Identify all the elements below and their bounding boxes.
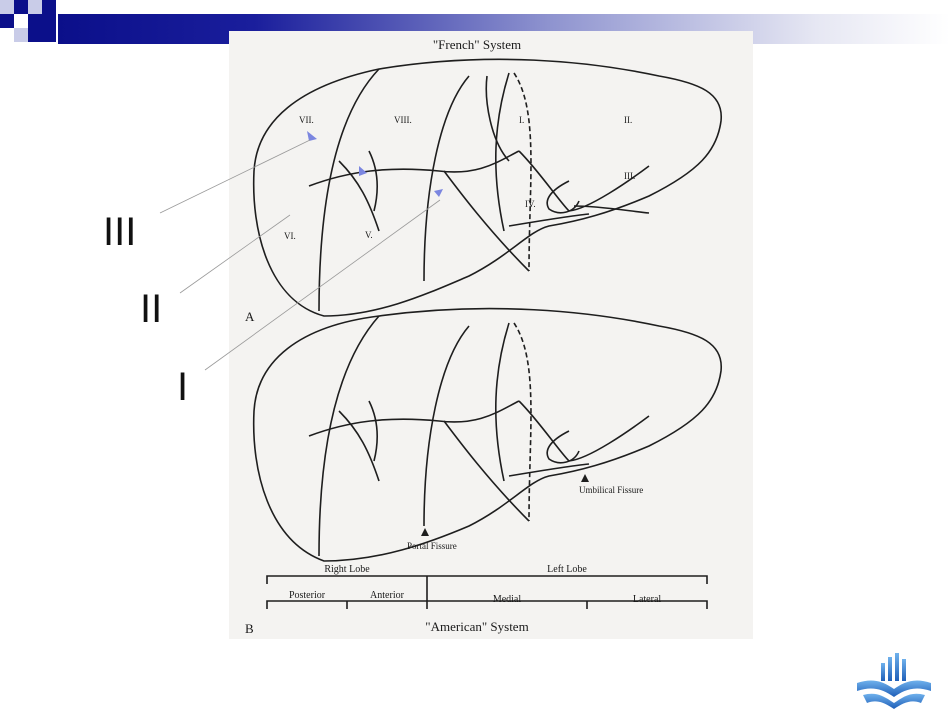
portal-fissure-label: Portal Fissure (407, 541, 457, 551)
umbilical-fissure-label: Umbilical Fissure (579, 485, 644, 495)
segment-4-label: IV. (525, 199, 536, 209)
left-lobe-label: Left Lobe (547, 564, 587, 575)
medial-label: Medial (492, 594, 522, 605)
segment-2-label: II. (624, 115, 633, 125)
book-wave-logo-icon (855, 653, 933, 711)
segment-1-label: I. (519, 115, 525, 125)
right-lobe-label: Right Lobe (324, 564, 370, 575)
callout-ii: II (140, 287, 163, 331)
bottom-title: "American" System (425, 619, 529, 634)
segment-8-label: VIII. (394, 115, 412, 125)
panel-a-label: A (245, 309, 255, 324)
top-title: "French" System (432, 37, 522, 52)
segment-7-label: VII. (299, 115, 314, 125)
posterior-label: Posterior (288, 590, 326, 601)
anterior-label: Anterior (370, 590, 404, 601)
lateral-label: Lateral (632, 594, 662, 605)
segment-3-label: III. (624, 171, 636, 181)
segment-5-label: V. (365, 230, 373, 240)
panel-b-label: B (245, 621, 254, 636)
callout-iii: III (103, 210, 137, 254)
callout-i: I (177, 365, 189, 409)
segment-6-label: VI. (284, 231, 296, 241)
